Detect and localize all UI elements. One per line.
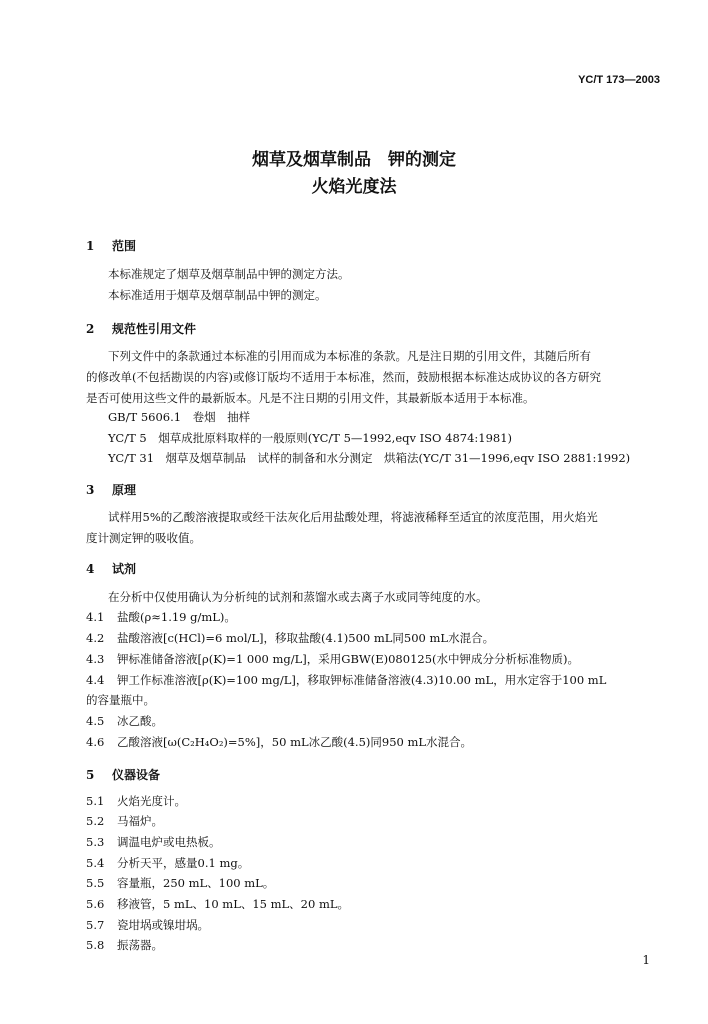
- item-number: 4.3: [86, 652, 105, 666]
- reagent-item: [86, 672, 606, 688]
- section-number: 4: [86, 562, 95, 576]
- paragraph: 本标准适用于烟草及烟草制品中钾的测定。: [108, 288, 327, 302]
- reagent-item: [86, 651, 579, 667]
- apparatus-item: [86, 937, 163, 953]
- item-number: 5.4: [86, 856, 105, 870]
- apparatus-item: [86, 917, 209, 933]
- apparatus-item: [86, 875, 274, 891]
- paragraph-line: 的修改单(不包括勘误的内容)或修订版均不适用于本标准，然而，鼓励根据本标准达成协议的各方研究: [86, 370, 601, 384]
- page-number: 1: [642, 953, 650, 967]
- document-title: 烟草及烟草制品 钾的测定: [252, 150, 456, 170]
- item-text: 的容量瓶中。: [86, 693, 155, 707]
- item-number: 4.6: [86, 735, 105, 749]
- section-heading-normative-references: [86, 320, 196, 337]
- item-number: 4.5: [86, 714, 105, 728]
- apparatus-item: [86, 834, 221, 850]
- item-text: 调温电炉或电热板。: [117, 835, 221, 849]
- paragraph-line: 是否可使用这些文件的最新版本。凡是不注日期的引用文件，其最新版本适用于本标准。: [86, 391, 535, 405]
- item-text: 移液管，5 mL、10 mL、15 mL、20 mL。: [117, 897, 350, 911]
- item-number: 5.2: [86, 814, 105, 828]
- section-heading-principle: [86, 481, 136, 498]
- paragraph-line: 试样用5%的乙酸溶液提取或经干法灰化后用盐酸处理，将滤液稀释至适宜的浓度范围，用火焰光: [108, 510, 598, 524]
- reagent-item: [86, 713, 163, 729]
- section-title: 规范性引用文件: [112, 322, 197, 336]
- item-text: 冰乙酸。: [117, 714, 163, 728]
- reagent-item: [86, 630, 494, 646]
- reference-item: GB/T 5606.1 卷烟 抽样: [108, 410, 251, 424]
- paragraph-line: 度计测定钾的吸收值。: [86, 531, 201, 545]
- reagent-item: [86, 734, 472, 750]
- item-text: 盐酸溶液[c(HCl)=6 mol/L]，移取盐酸(4.1)500 mL同500 mL水混合。: [117, 631, 495, 645]
- reagent-item-continuation: [86, 692, 155, 708]
- apparatus-item: [86, 813, 163, 829]
- item-number: 5.8: [86, 938, 105, 952]
- section-title: 试剂: [112, 562, 137, 576]
- item-text: 振荡器。: [117, 938, 163, 952]
- document-subtitle: 火焰光度法: [311, 177, 397, 197]
- apparatus-item: [86, 855, 249, 871]
- item-text: 瓷坩埚或镍坩埚。: [117, 918, 209, 932]
- item-number: 5.6: [86, 897, 105, 911]
- item-text: 容量瓶，250 mL、100 mL。: [117, 876, 275, 890]
- section-title: 范围: [112, 239, 137, 253]
- reference-item: YC/T 31 烟草及烟草制品 试样的制备和水分测定 烘箱法(YC/T 31—1996,eqv ISO 2881:1992): [108, 451, 631, 465]
- section-heading-apparatus: [86, 766, 160, 783]
- apparatus-item: [86, 793, 186, 809]
- section-number: 5: [86, 768, 95, 782]
- section-title: 仪器设备: [112, 768, 161, 782]
- item-number: 4.2: [86, 631, 105, 645]
- section-heading-reagents: [86, 560, 136, 577]
- item-text: 钾标准储备溶液[ρ(K)=1 000 mg/L]，采用GBW(E)080125(水中钾成分分析标准物质)。: [117, 652, 579, 666]
- item-number: 5.5: [86, 876, 105, 890]
- item-number: 4.4: [86, 673, 105, 687]
- item-text: 分析天平，感量0.1 mg。: [117, 856, 250, 870]
- item-text: 马福炉。: [117, 814, 163, 828]
- section-number: 1: [86, 239, 95, 253]
- paragraph-line: 下列文件中的条款通过本标准的引用而成为本标准的条款。凡是注日期的引用文件，其随后所有: [108, 349, 591, 363]
- paragraph: 本标准规定了烟草及烟草制品中钾的测定方法。: [108, 267, 350, 281]
- item-text: 火焰光度计。: [117, 794, 186, 808]
- item-text: 盐酸(ρ≈1.19 g/mL)。: [117, 610, 236, 624]
- section-heading-scope: [86, 237, 136, 254]
- apparatus-item: [86, 896, 349, 912]
- reagent-item: [86, 609, 236, 625]
- section-number: 3: [86, 483, 95, 497]
- section-title: 原理: [112, 483, 137, 497]
- section-number: 2: [86, 322, 95, 336]
- reference-item: YC/T 5 烟草成批原料取样的一般原则(YC/T 5—1992,eqv ISO 4874:1981): [108, 431, 513, 445]
- item-number: 5.1: [86, 794, 105, 808]
- item-number: 5.7: [86, 918, 105, 932]
- paragraph: 在分析中仅使用确认为分析纯的试剂和蒸馏水或去离子水或同等纯度的水。: [108, 590, 488, 604]
- item-text: 钾工作标准溶液[ρ(K)=100 mg/L]，移取钾标准储备溶液(4.3)10.00 mL，用水定容于100 mL: [117, 673, 607, 687]
- item-text: 乙酸溶液[ω(C₂H₄O₂)=5%]，50 mL冰乙酸(4.5)同950 mL水混合。: [117, 735, 473, 749]
- document-code: YC/T 173—2003: [578, 74, 660, 86]
- item-number: 4.1: [86, 610, 105, 624]
- item-number: 5.3: [86, 835, 105, 849]
